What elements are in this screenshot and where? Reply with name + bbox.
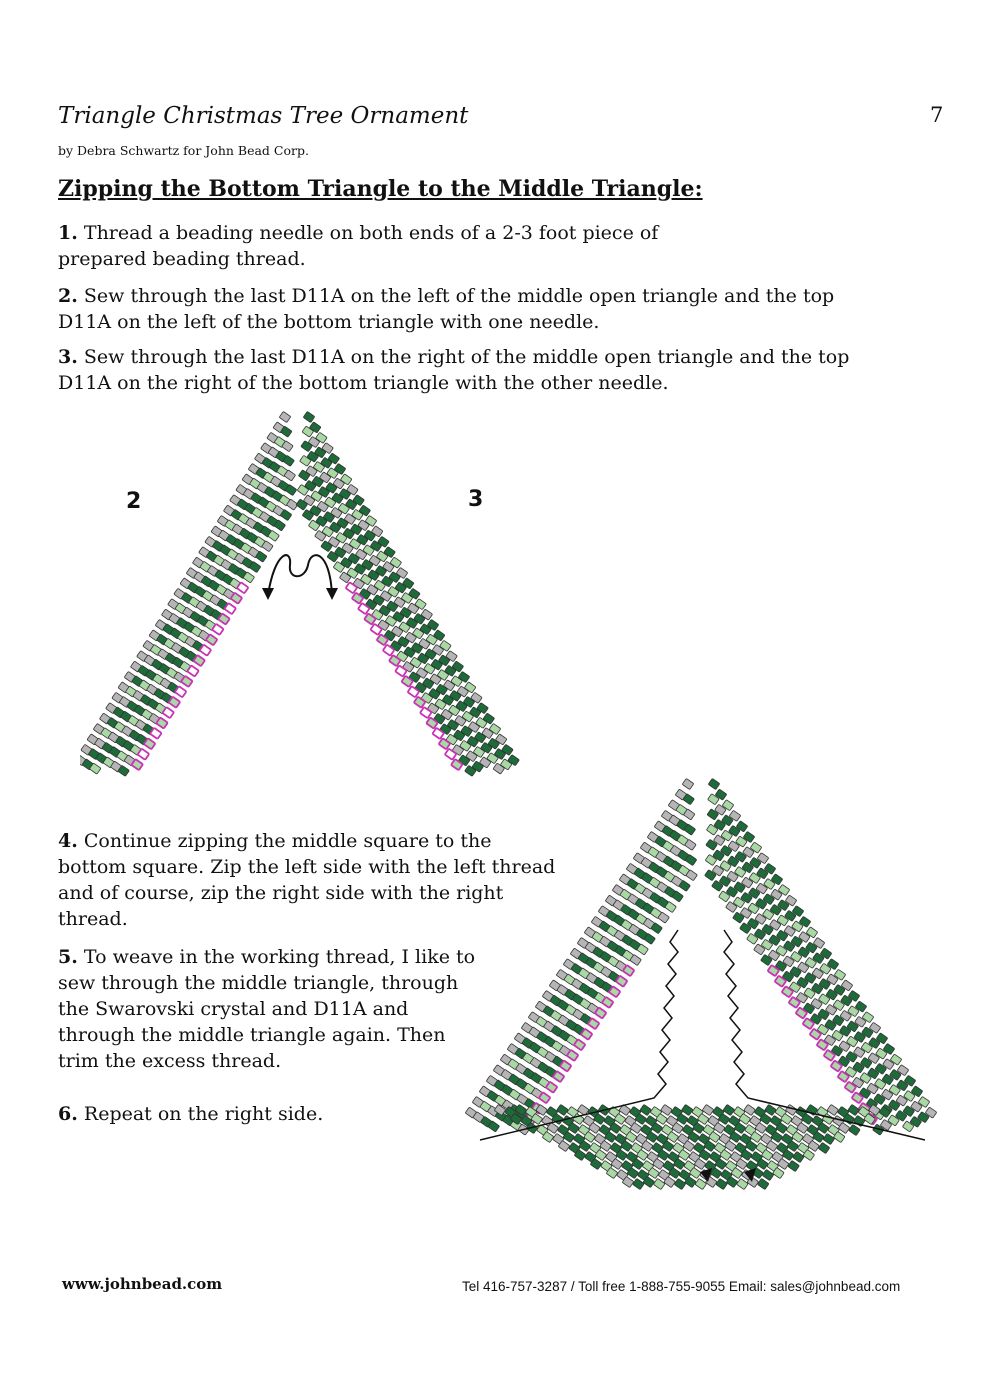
bead-diagram-step-4-6 — [440, 770, 960, 1220]
step-text: D11A on the right of the bottom triangle with the other needle. — [58, 372, 669, 394]
bead — [681, 1104, 693, 1115]
bead — [757, 1178, 769, 1189]
bead — [695, 1178, 707, 1189]
step-text: sew through the middle triangle, through — [58, 972, 459, 994]
bead-diagram-step-2-3 — [80, 400, 520, 790]
step-number: 4. — [58, 830, 78, 852]
bead — [633, 1178, 645, 1189]
bead — [708, 778, 720, 789]
bead — [661, 1104, 673, 1115]
step-number: 6. — [58, 1103, 78, 1125]
step-text: Repeat on the right side. — [83, 1103, 324, 1125]
footer-contact: Tel 416-757-3287 / Toll free 1-888-755-9055 Email: sales@johnbead.com — [462, 1279, 901, 1294]
step-text: thread. — [58, 908, 128, 930]
step-text: trim the excess thread. — [58, 1050, 282, 1072]
step-text: Continue zipping the middle square to the — [83, 830, 492, 852]
bead — [279, 411, 291, 422]
step-text: Sew through the last D11A on the right of the middle open triangle and the top — [83, 346, 850, 368]
document-title: Triangle Christmas Tree Ornament — [58, 103, 469, 129]
step-text: prepared beading thread. — [58, 248, 306, 270]
bead — [849, 1124, 861, 1135]
footer-website: www.johnbead.com — [62, 1275, 223, 1293]
step-number: 1. — [58, 222, 78, 244]
bead — [827, 1104, 839, 1115]
bead — [762, 1169, 774, 1180]
step-5 — [58, 944, 475, 1074]
arrow-down-icon — [262, 588, 274, 600]
bead — [702, 1104, 714, 1115]
bead — [674, 1178, 686, 1189]
bead — [557, 1104, 569, 1115]
bead — [818, 1142, 830, 1153]
step-text: Sew through the last D11A on the left of the middle open triangle and the top — [83, 285, 835, 307]
step-number: 5. — [58, 946, 78, 968]
bead — [848, 1104, 860, 1115]
arrow-down-icon — [326, 588, 338, 600]
bead — [765, 1104, 777, 1115]
bead — [303, 411, 315, 422]
step-text: the Swarovski crystal and D11A and — [58, 998, 409, 1020]
step-2 — [58, 283, 834, 335]
bead — [640, 1104, 652, 1115]
bead — [653, 1178, 665, 1189]
bead — [785, 1104, 797, 1115]
bead — [744, 1104, 756, 1115]
byline: by Debra Schwartz for John Bead Corp. — [58, 143, 309, 158]
figure-label-2: 2 — [126, 489, 142, 514]
step-number: 3. — [58, 346, 78, 368]
bead — [682, 778, 694, 789]
bead — [723, 1104, 735, 1115]
bead — [716, 1178, 728, 1189]
bead — [788, 1160, 800, 1171]
bead — [823, 1133, 835, 1144]
step-text: To weave in the working thread, I like to — [83, 946, 476, 968]
step-number: 2. — [58, 285, 78, 307]
step-text: and of course, zip the right side with the right — [58, 882, 504, 904]
step-text: bottom square. Zip the left side with the left thread — [58, 856, 556, 878]
step-3 — [58, 344, 849, 396]
step-6 — [58, 1101, 323, 1127]
figure-label-3: 3 — [468, 487, 484, 512]
step-1 — [58, 220, 658, 272]
bead — [737, 1178, 749, 1189]
page-number: 7 — [930, 103, 944, 127]
step-text: through the middle triangle again. Then — [58, 1024, 446, 1046]
section-heading: Zipping the Bottom Triangle to the Middle Triangle: — [58, 176, 703, 202]
bead — [793, 1151, 805, 1162]
step-text: D11A on the left of the bottom triangle with one needle. — [58, 311, 600, 333]
thread-path — [268, 555, 332, 595]
step-text: Thread a beading needle on both ends of a 2-3 foot piece of — [83, 222, 659, 244]
